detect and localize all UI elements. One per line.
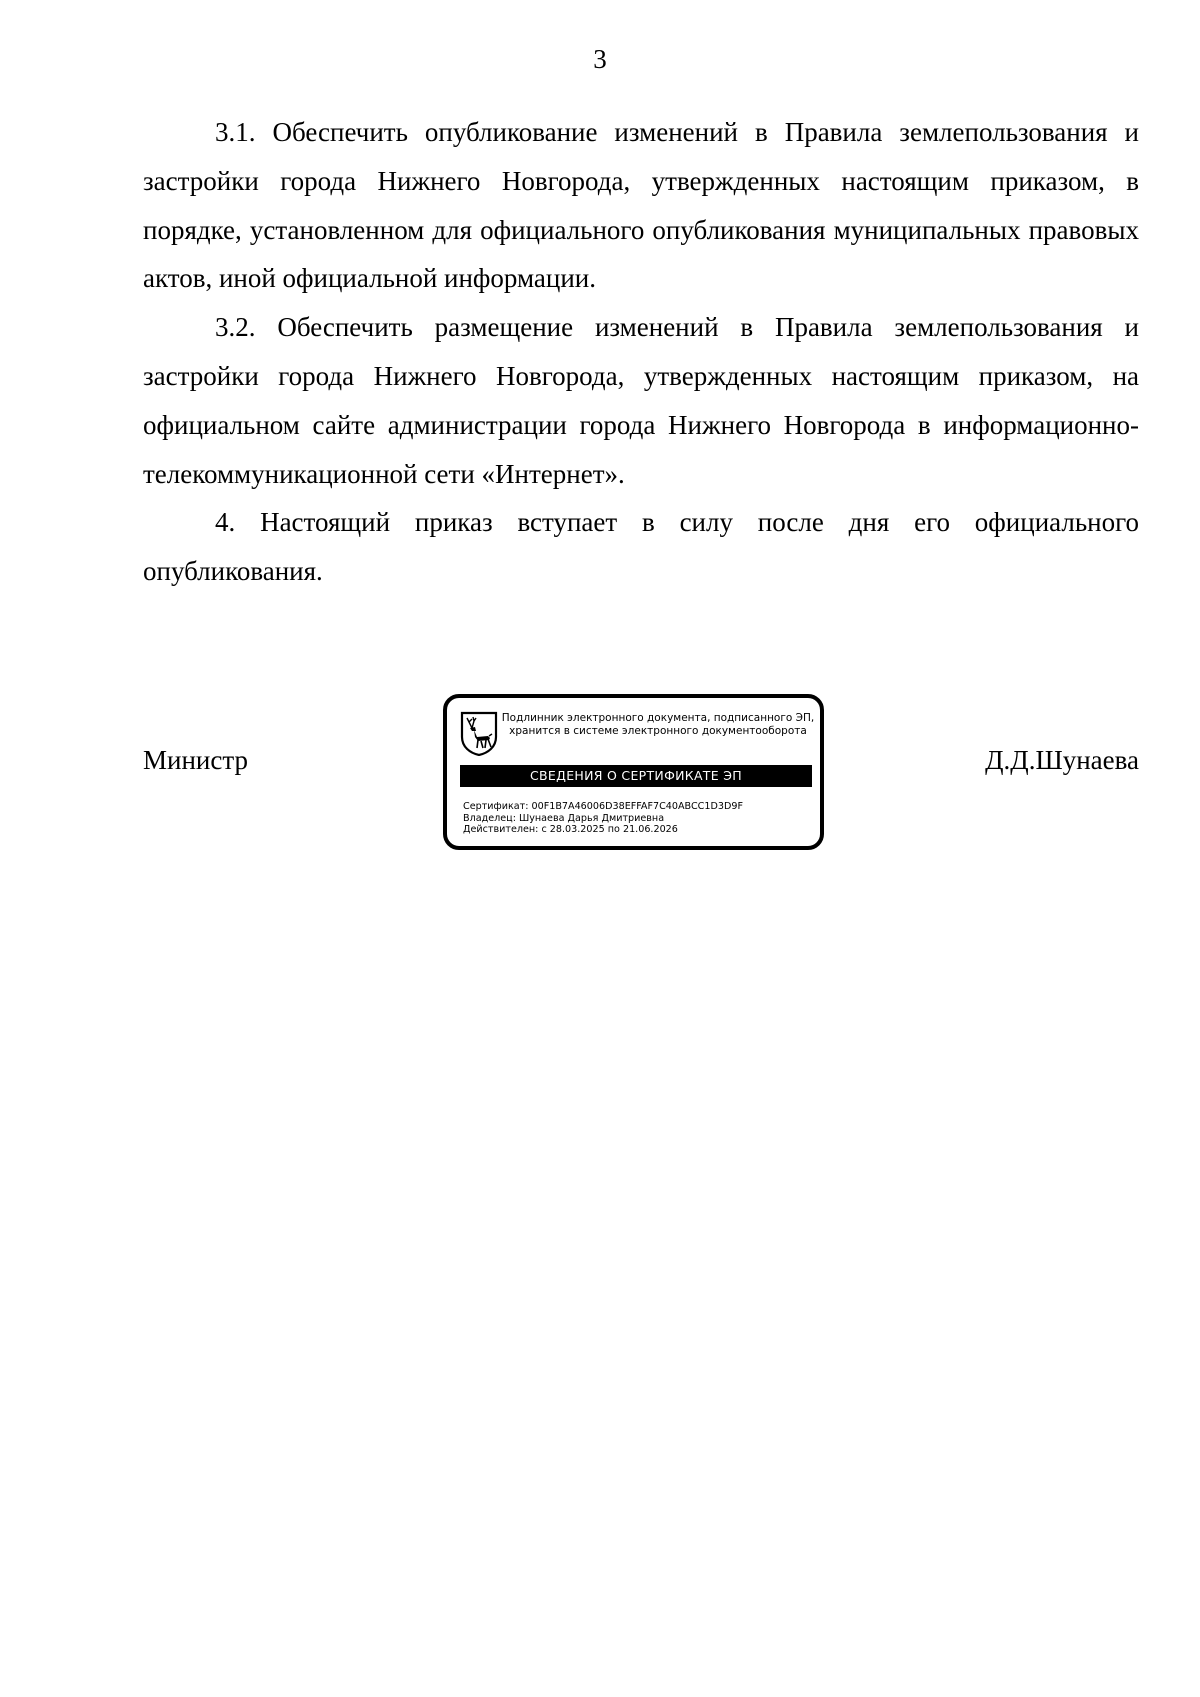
stamp-header-line-2: хранится в системе электронного документооборота [509,725,807,737]
stamp-owner: Владелец: Шунаева Дарья Дмитриевна [463,812,665,824]
paragraph-4: 4. Настоящий приказ вступает в силу после дня его официального опубликования. [143,507,1139,587]
stamp-certificate-number: Сертификат: 00F1B7A46006D38EFFAF7C40ABCC1D3D9F [463,801,743,812]
stamp-header [499,712,817,738]
paragraph-3-2: 3.2. Обеспечить размещение изменений в Правила землепользования и застройки города Нижнего Новгорода, утвержденных настоящим приказом, на официальном сайте администрации города Нижнего Новгорода в информационно-телекоммуникационной сети «Интернет». [143,312,1139,489]
stamp-header-line-1: Подлинник электронного документа, подписанного ЭП, [501,712,815,724]
document-body [143,108,1139,596]
electronic-signature-stamp [443,694,824,850]
paragraph-3-1: 3.1. Обеспечить опубликование изменений в Правила землепользования и застройки города Нижнего Новгорода, утвержденных настоящим приказом, в порядке, установленном для официального опубликования муниципальных правовых актов, иной официальной информации. [143,117,1139,294]
stamp-certificate-title: СВЕДЕНИЯ О СЕРТИФИКАТЕ ЭП [460,765,812,787]
stamp-validity: Действителен: с 28.03.2025 по 21.06.2026 [463,824,678,835]
signatory-name: Д.Д.Шунаева [985,745,1139,775]
stamp-certificate-details [463,801,743,836]
nizhny-novgorod-deer-emblem-icon [459,710,499,756]
signatory-position: Министр [143,745,248,775]
page-number: 3 [593,44,607,74]
